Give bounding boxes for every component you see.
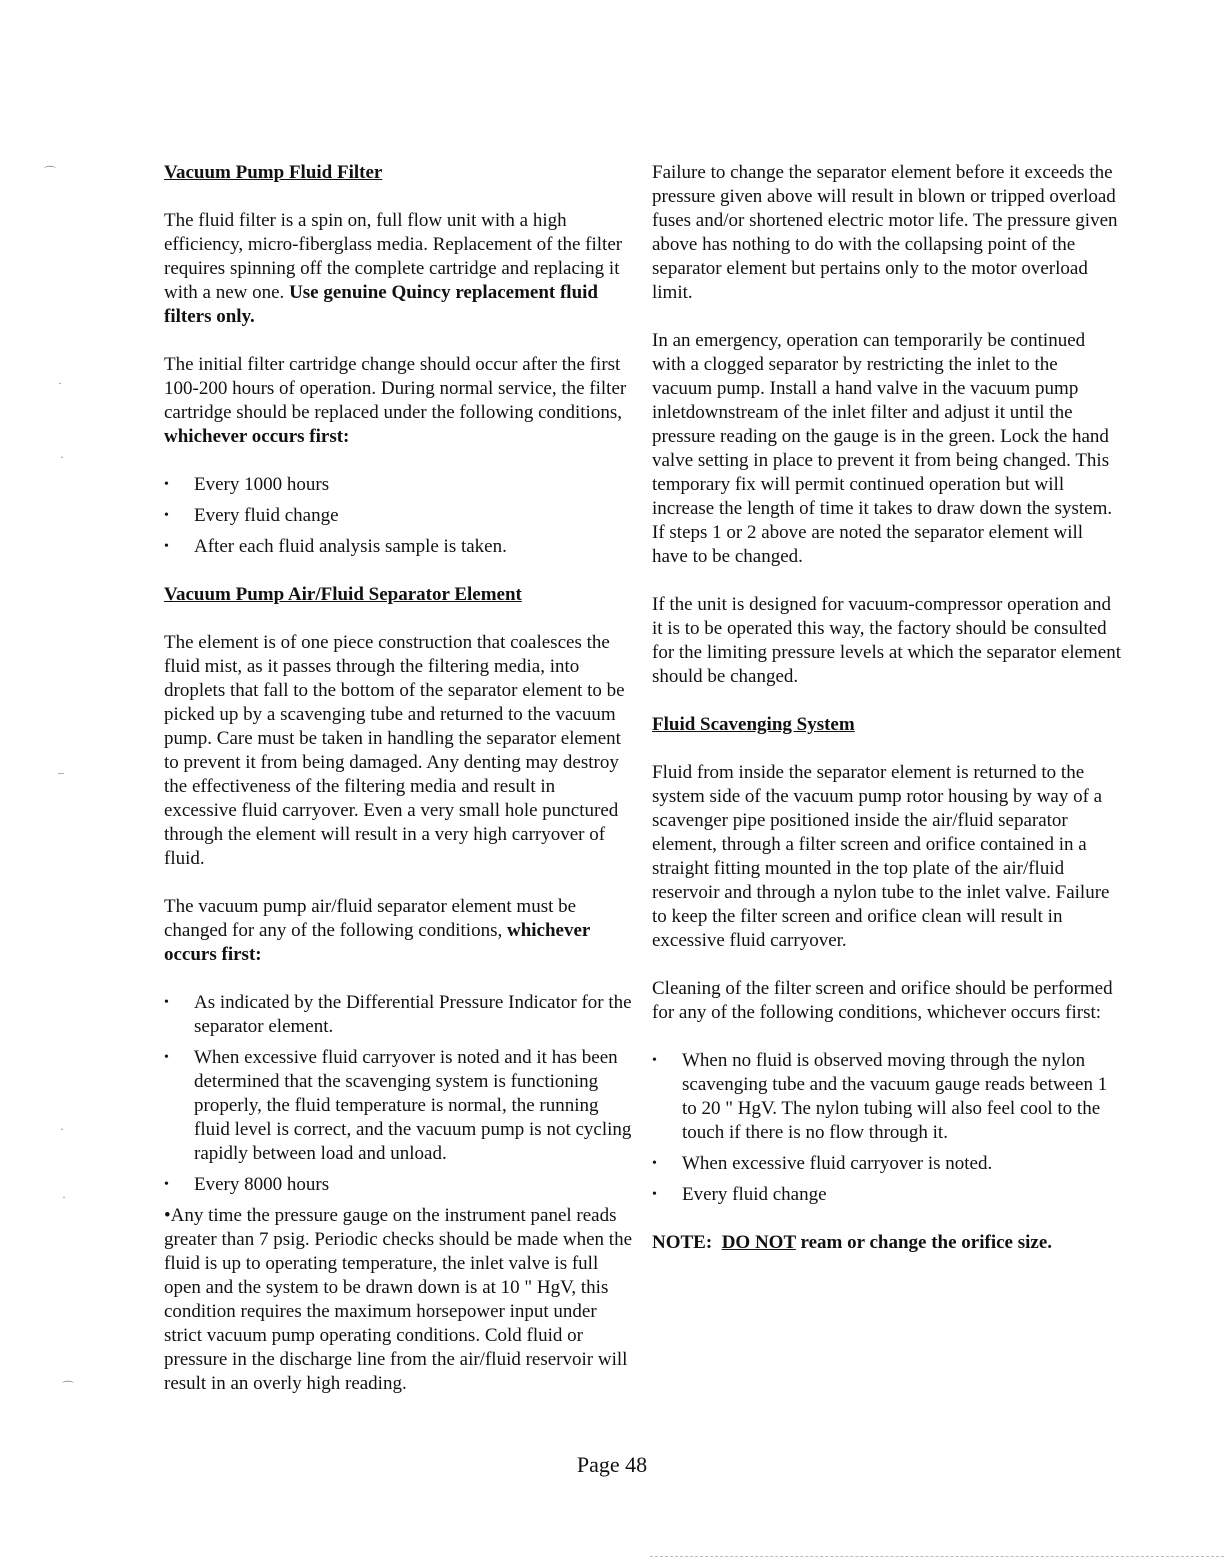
scan-mark: –: [58, 765, 64, 779]
list-item: • After each fluid analysis sample is taken.: [164, 536, 507, 557]
scan-mark: ⌒: [62, 1380, 75, 1394]
paragraph: Cleaning of the filter screen and orifice should be performed for any of the following conditions, whichever occurs first:: [652, 978, 1113, 1023]
scan-mark: ·: [60, 450, 64, 464]
list-item: • As indicated by the Differential Pressure Indicator for the separator element.: [164, 992, 632, 1037]
right-column: [652, 161, 1122, 1279]
section-heading-fluid-filter: Vacuum Pump Fluid Filter: [164, 162, 383, 183]
bullet-icon: •: [164, 508, 169, 523]
list-item: • Every fluid change: [652, 1184, 827, 1205]
paragraph: The initial filter cartridge change should occur after the first 100-200 hours of operation. During normal service, the filter cartridge should be replaced under the following conditions, whichever occurs first:: [164, 354, 627, 447]
list-item: • Every 1000 hours: [164, 474, 330, 495]
scan-mark: ⌒: [44, 165, 57, 179]
bullet-icon: •: [164, 477, 169, 492]
paragraph: Fluid from inside the separator element is returned to the system side of the vacuum pump rotor housing by way of a scavenger pipe positioned inside the air/fluid separator element, through a filter screen and orifice contained in a straight fitting mounted in the top plate of the air/fluid reservoir and through a nylon tube to the inlet valve. Failure to keep the filter screen and orifice clean will result in excessive fluid carryover.: [652, 762, 1110, 951]
bullet-icon: •: [164, 1177, 169, 1192]
bullet-icon: •: [652, 1053, 657, 1068]
left-column: [164, 161, 632, 1420]
list-item: • Every 8000 hours: [164, 1174, 330, 1195]
scan-mark: ·: [58, 376, 62, 390]
scan-mark: ·: [60, 1122, 64, 1136]
paragraph: The vacuum pump air/fluid separator element must be changed for any of the following conditions, whichever occurs first:: [164, 896, 591, 965]
paragraph: The element is of one piece construction that coalesces the fluid mist, as it passes through the filtering media, into droplets that fall to the bottom of the separator element to be picked up by a scavenging tube and returned to the vacuum pump. Care must be taken in handling the separator element to prevent it from being damaged. Any denting may destroy the effectiveness of the filtering media and result in excessive fluid carryover. Even a very small hole punctured through the element will result in a very high carryover of fluid.: [164, 632, 625, 869]
list-item: • When excessive fluid carryover is noted.: [652, 1153, 993, 1174]
paragraph: In an emergency, operation can temporarily be continued with a clogged separator by restricting the inlet to the vacuum pump. Install a hand valve in the vacuum pump inletdownstream of the inlet filter and adjust it until the pressure reading on the gauge is in the green. Lock the hand valve setting in place to prevent it from being changed. This temporary fix will permit continued operation but will increase the length of time it takes to draw down the system. If steps 1 or 2 above are noted the separator element will have to be changed.: [652, 330, 1113, 567]
bullet-icon: •: [652, 1187, 657, 1202]
section-heading-separator-element: Vacuum Pump Air/Fluid Separator Element: [164, 584, 522, 605]
bullet-list: [164, 991, 632, 1197]
paragraph: Failure to change the separator element before it exceeds the pressure given above will result in blown or tripped overload fuses and/or shortened electric motor life. The pressure given above has nothing to do with the collapsing point of the separator element but pertains only to the motor overload limit.: [652, 162, 1118, 303]
bullet-icon: •: [652, 1156, 657, 1171]
scan-artifact-line: [650, 1556, 1224, 1557]
scan-mark: ·: [62, 1190, 66, 1204]
paragraph: The fluid filter is a spin on, full flow unit with a high efficiency, micro-fiberglass media. Replacement of the filter requires spinning off the complete cartridge and replacing it with a new one. Use genuine Quincy replacement fluid filters only.: [164, 210, 623, 327]
bullet-icon: •: [164, 539, 169, 554]
list-item: • Every fluid change: [164, 505, 339, 526]
bullet-icon: •: [164, 1050, 169, 1065]
paragraph: If the unit is designed for vacuum-compressor operation and it is to be operated this way, the factory should be consulted for the limiting pressure levels at which the separator element should be changed.: [652, 594, 1122, 687]
bullet-list: [652, 1049, 1122, 1207]
paragraph: •Any time the pressure gauge on the instrument panel reads greater than 7 psig. Periodic checks should be made when the fluid is up to operating temperature, the inlet valve is full open and the system to be drawn down is at 10 " HgV, this condition requires the maximum horsepower input under strict vacuum pump operating conditions. Cold fluid or pressure in the discharge line from the air/fluid reservoir will result in an overly high reading.: [164, 1205, 632, 1394]
note: NOTE: DO NOT ream or change the orifice size.: [652, 1232, 1053, 1253]
list-item: • When no fluid is observed moving through the nylon scavenging tube and the vacuum gauge reads between 1 to 20 " HgV. The nylon tubing will also feel cool to the touch if there is no flow through it.: [652, 1050, 1108, 1143]
list-item: • When excessive fluid carryover is noted and it has been determined that the scavenging system is functioning properly, the fluid temperature is normal, the running fluid level is correct, and the vacuum pump is not cycling rapidly between load and unload.: [164, 1047, 632, 1164]
bullet-list: [164, 473, 632, 559]
section-heading-fluid-scavenging: Fluid Scavenging System: [652, 714, 855, 735]
bullet-icon: •: [164, 995, 169, 1010]
page-number: Page 48: [576, 1452, 648, 1477]
